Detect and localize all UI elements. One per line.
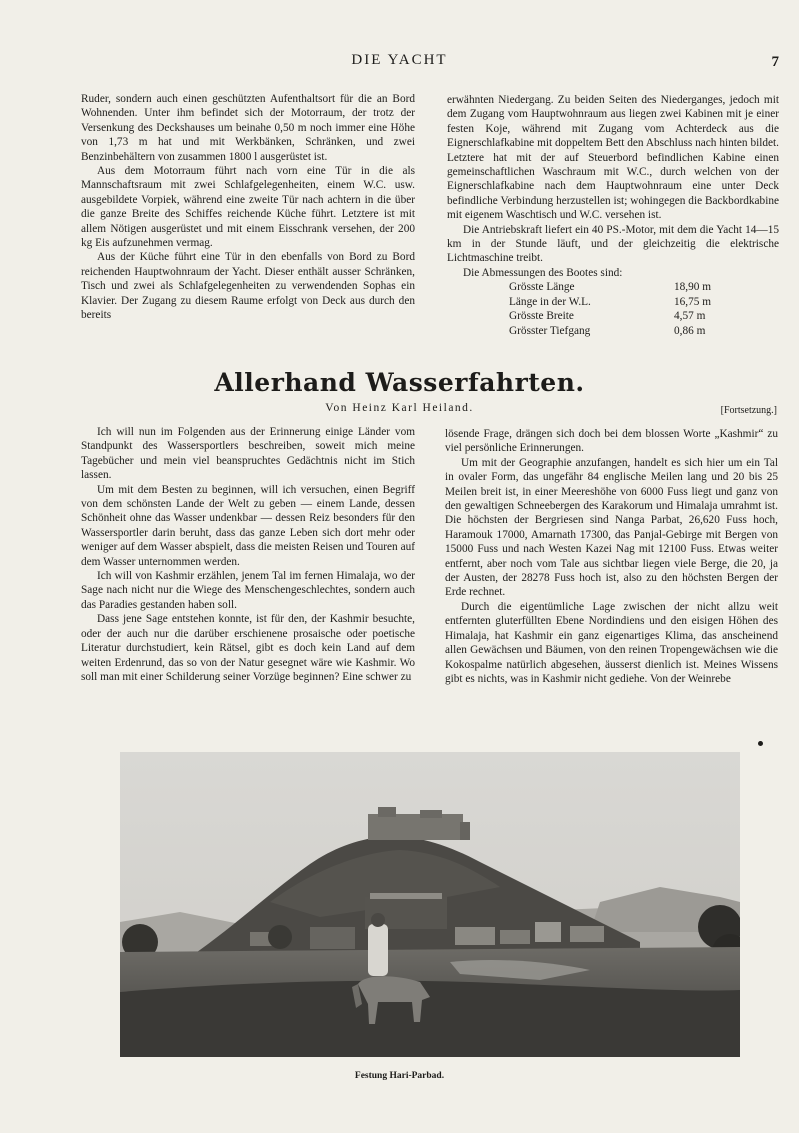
paragraph: Dass jene Sage entstehen konnte, ist für den, der Kashmir besuchte, oder der auch nur die darüber erschienene prosaische oder poetische Literatur durchstudiert, kein Rätsel, gibt es doch kein Land auf dem weiten Erdenrund, das so von der Natur gesegnet wäre wie Kashmir. Wo soll man mit einer Schilderung seiner Vorzüge beginnen? Eine schwer zu (81, 613, 415, 683)
table-row (509, 280, 752, 294)
spec-value: 16,75 m (674, 295, 712, 308)
page-number: 7 (771, 54, 779, 70)
article-right-column (445, 427, 778, 686)
paragraph: Ruder, sondern auch einen geschützten Aufenthaltsort für die an Bord Wohnenden. Unter ihm befindet sich der Motorraum, der trotz der Versenkung des Deckshauses um beinahe 0,50 m noch immer eine Höhe von 1,73 m hat und mit Werkbänken, Schränken, und zwei Benzinbehältern von zusammen 1800 l ausgerüstet ist. (81, 93, 415, 163)
ink-dot (758, 741, 763, 746)
article-left-column (81, 425, 415, 684)
paragraph: Die Antriebskraft liefert ein 40 PS.-Motor, mit dem die Yacht 14—15 km in der Stunde läuft, und der gleichzeitig die elektrische Lichtmaschine treibt. (447, 223, 779, 265)
table-row (509, 324, 752, 338)
paragraph: Um mit dem Besten zu beginnen, will ich versuchen, einen Begriff von dem schönsten Lande der Welt zu geben — einem Lande, dessen Schönheit ohne das Wasser undenkbar — dessen Reiz besonders für den Wassersportler darin beruht, dass das ganze Leben sich dort mehr oder weniger auf dem Wasser abspielt, dass die meisten Reisen und Touren auf dem Wasser unternommen werden. (81, 483, 415, 568)
paragraph: Aus der Küche führt eine Tür in den ebenfalls von Bord zu Bord reichenden Hauptwohnraum der Yacht. Dieser enthält ausser Schränken, Tisch und zwei als Schlafgelegenheiten zu verwendenden Sophas ein Klavier. Der Zugang zu diesem Raume erfolgt von Deck aus durch den bereits (81, 251, 415, 322)
fortress-photo (120, 752, 740, 1057)
spec-value: 4,57 m (674, 310, 706, 323)
paragraph: erwähnten Niedergang. Zu beiden Seiten des Niederganges, jedoch mit dem Zugang vom Hauptwohnraum aus liegen zwei Kabinen mit je einer festen Koje, während mit Zugang vom Achterdeck aus die Eignerschlafkabine mit doppeltem Bett den Abschluss nach hinten bildet. Letztere hat mit der auf Steuerbord befindlichen Kabine einen gemeinschaftlichen Waschraum mit W.C., durch welchen von der Eignerschlafkabine nach dem Hauptwohnraum eine unter Deck befindliche Verbindung herzustellen ist; wohingegen die Backbordkabine mit eigenem Waschtisch und W.C. versehen ist. (447, 94, 779, 222)
specs-intro: Die Abmessungen des Bootes sind: (463, 266, 623, 279)
paragraph: Um mit der Geographie anzufangen, handelt es sich hier um ein Tal in ovaler Form, das ungefähr 84 englische Meilen lang und 20 bis 25 Meilen breit ist, in einer Meereshöhe von 6000 Fuss liegt und ganz von den gewaltigen Schneebergen des Karakorum und Himalaja umrahmt ist. Die höchsten der Bergriesen sind Nanga Parbat, 26,620 Fuss hoch, Haramouk 17000, Amarnath 17300, das Panjal-Gebirge mit Bergen von 15000 Fuss und nach Westen Kazei Nag mit 12100 Fuss. Etwas weiter entfernt, aber noch vom Tale aus sichtbar liegen viele Berge, die 20, ja der Austen, der 28278 Fuss hoch ist, also zu den höchsten Bergen der Erde rechnet. (445, 456, 778, 599)
top-left-column (81, 92, 415, 323)
spec-value: 18,90 m (674, 281, 712, 294)
spec-value: 0,86 m (674, 324, 706, 337)
article-byline: Von Heinz Karl Heiland. (325, 402, 474, 414)
table-row (509, 295, 752, 309)
spec-label: Grösster Tiefgang (509, 324, 591, 337)
paragraph: Aus dem Motorraum führt nach vorn eine Tür in die als Mannschaftsraum mit zwei Schlafgelegenheiten, einem W.C. usw. ausgebildete Vorpiek, während eine zweite Tür nach achtern in die über die ganze Breite des Schiffes reichende Küche führt. Letztere ist mit allem Nötigen ausgerüstet und mit einem Eisschrank versehen, der 200 kg Eis aufzunehmen vermag. (81, 165, 415, 250)
running-title: DIE YACHT (351, 52, 448, 68)
paragraph: lösende Frage, drängen sich doch bei dem blossen Worte „Kashmir“ zu viel persönliche Erinnerungen. (445, 428, 778, 455)
paragraph: Ich will nun im Folgenden aus der Erinnerung einige Länder vom Standpunkt des Wassersportlers beschreiben, soweit mich meine Tagebücher und mein viel beanspruchtes Gedächtnis nicht im Stich lassen. (81, 426, 415, 482)
table-row (509, 309, 752, 323)
top-right-column (447, 93, 779, 338)
article-title: Allerhand Wasserfahrten. (214, 368, 585, 397)
spec-label: Grösste Breite (509, 310, 574, 323)
spec-label: Länge in der W.L. (509, 295, 591, 308)
paragraph: Durch die eigentümliche Lage zwischen der nicht allzu weit entfernten gluterfüllten Ebene Nordindiens und den eisigen Höhen des Himalaja, hat Kashmir ein ganz eigenartiges Klima, das anscheinend allen Gewächsen und Bäumen, von den reinen Tropengewächsen wie die Kokospalme natürlich abgesehen, äusserst dienlich ist. Meines Wissens gibt es nichts, was in Kashmir nicht gediehe. Von der Weinrebe (445, 600, 778, 685)
continued-note: [Fortsetzung.] (720, 405, 777, 416)
dimensions-table (509, 280, 752, 338)
paragraph: Ich will von Kashmir erzählen, jenem Tal im fernen Himalaja, wo der Sage nach nicht nur die Wiege des Menschengeschlechtes, sondern auch das Paradies gestanden haben soll. (81, 570, 415, 611)
spec-label: Grösste Länge (509, 281, 575, 294)
photo-caption: Festung Hari-Parbad. (354, 1071, 445, 1081)
